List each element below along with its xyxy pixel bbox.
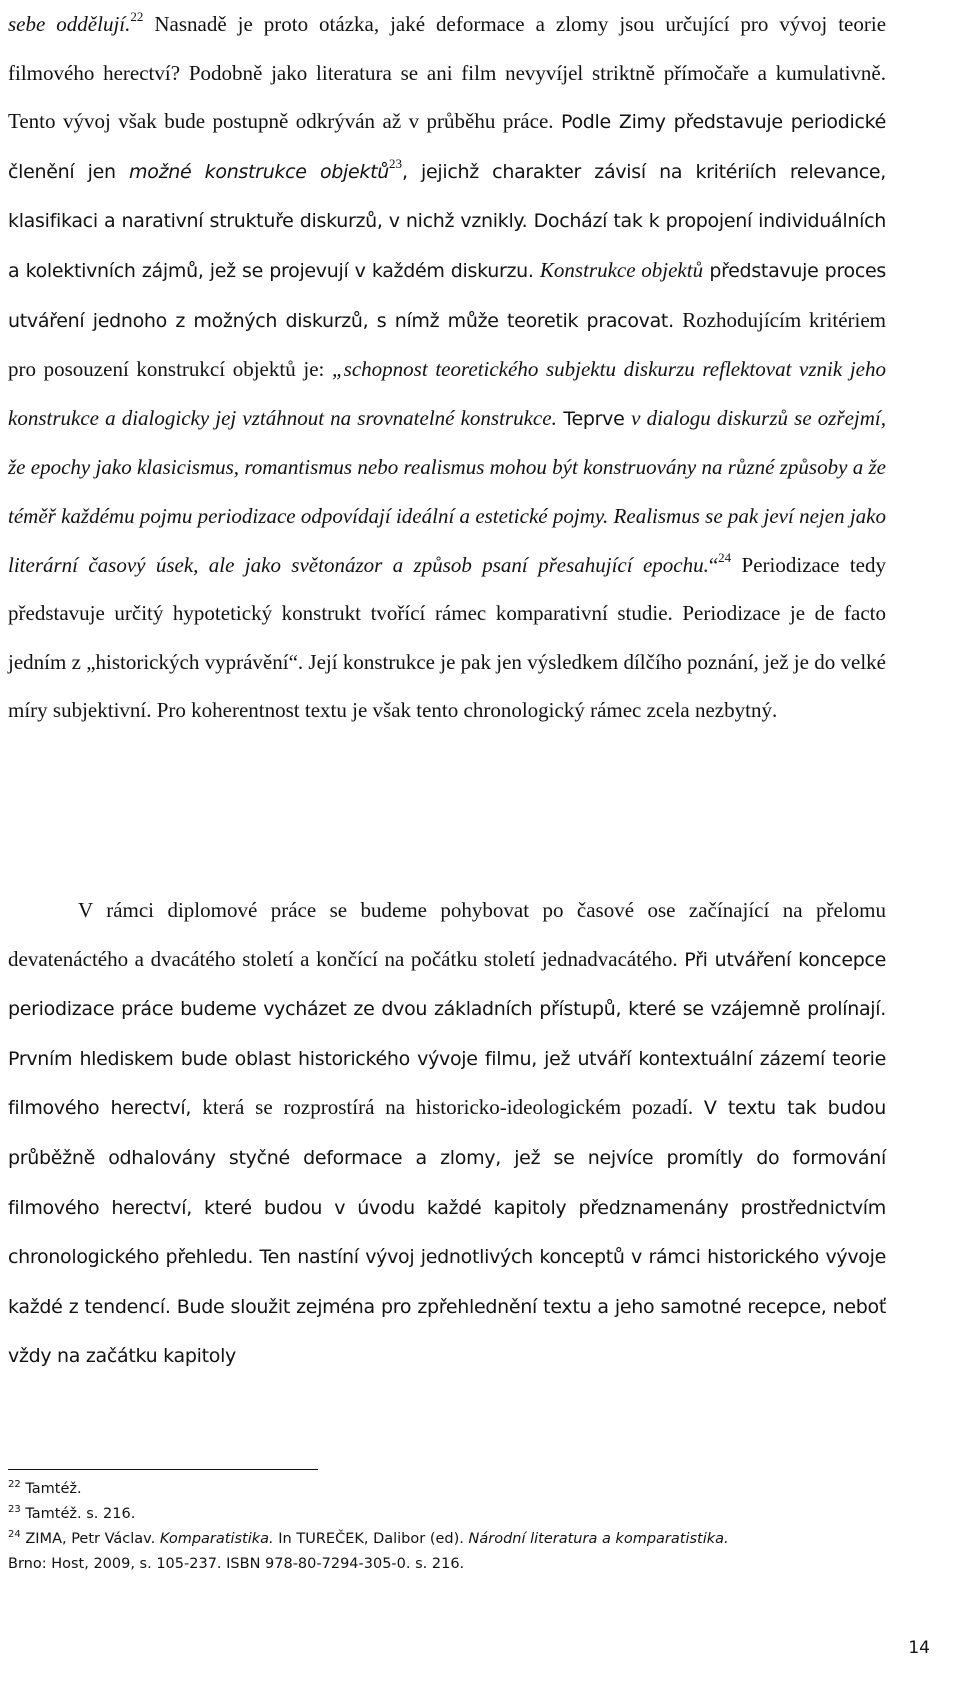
footnote-text: Tamtéž.: [25, 1481, 82, 1497]
quotation: „schopnost teoretického subjektu diskurzu reflektovat vznik jeho konstrukce a dialogicky jej vztáhnout na srovnatelné konstrukce.: [8, 357, 887, 430]
footnote-23: [8, 1502, 908, 1527]
text-span: Nasnadě je proto otázka, jaké deformace a zlomy jsou určující pro vývoj teorie filmového herectví? Podobně jako literatura se ani film nevyvíjel striktně přímočaře a kumulativně. Tento vývoj však bude postupně odkrýván až v průběhu práce.: [8, 12, 887, 134]
footnote-title: Komparatistika.: [159, 1531, 274, 1547]
footnotes: [8, 1477, 908, 1577]
text-span-emphasis: Konstrukce objektů: [539, 257, 704, 282]
page-number: 14: [908, 1638, 930, 1658]
footnote-ref-23[interactable]: 23: [389, 155, 402, 171]
text-span: Rozhodujícím kritériem pro posouzení konstrukcí objektů je:: [8, 307, 887, 382]
text-span: která se rozprostírá na historicko-ideologickém pozadí.: [202, 1095, 704, 1120]
quote-close: “: [708, 552, 719, 577]
text-span-emphasis: možné konstrukce objektů: [129, 160, 389, 183]
footnote-ref-24[interactable]: 24: [718, 549, 732, 565]
footnote-24: [8, 1527, 908, 1577]
text-span: Při utváření koncepce periodizace práce budeme vycházet ze dvou základních přístupů, které se vzájemně prolínají. Prvním hlediskem bude oblast historického vývoje filmu, jež utváří kontextuální zázemí teorie filmového herectví,: [8, 948, 887, 1120]
text-span: V textu tak budou průběžně odhalovány styčné deformace a zlomy, jež se nejvíce promítly do formování filmového herectví, které budou v úvodu každé kapitoly předznamenány prostřednictvím chronologického přehledu. Ten nastíní vývoj jednotlivých konceptů v rámci historického vývoje každé z tendencí. Bude sloužit zejména pro zpřehlednění textu a jeho samotné recepce, neboť vždy na začátku kapitoly: [8, 1097, 886, 1368]
footnote-text: Tamtéž. s. 216.: [25, 1506, 136, 1522]
footnote-number: 22: [8, 1479, 21, 1490]
footnote-text: Brno: Host, 2009, s. 105-237. ISBN 978-80-7294-305-0. s. 216.: [8, 1556, 465, 1572]
text-span: Teprve: [556, 407, 632, 430]
footnote-number: 24: [8, 1529, 21, 1540]
text-span: V rámci diplomové práce se budeme pohybovat po časové ose začínající na přelomu devatenáctého a dvacátého století a končící na počátku století jednadvacátého.: [8, 898, 886, 971]
footnote-text: In TUREČEK, Dalibor (ed).: [273, 1531, 469, 1547]
footnote-title: Národní literatura a komparatistika.: [468, 1531, 729, 1547]
footnote-22: [8, 1477, 908, 1502]
footnote-text: ZIMA, Petr Václav.: [25, 1531, 160, 1547]
text-span: sebe oddělují.: [8, 12, 131, 36]
footnote-separator: [8, 1469, 318, 1470]
text-span: , jejichž charakter závisí na kritériích relevance, klasifikaci a narativní struktuře diskurzů, v nichž vznikly. Dochází tak k propojení individuálních a kolektivních zájmů, jež se projevují v každém diskurzu.: [8, 160, 886, 282]
quotation: v dialogu diskurzů se ozřejmí, že epochy jako klasicismus, romantismus nebo realismus mohou být konstruovány na různé způsoby a že téměř každému pojmu periodizace odpovídají ideální a estetické pojmy. Realismus se pak jeví nejen jako literární časový úsek, ale jako světonázor a způsob psaní přesahující epochu.: [8, 405, 887, 577]
text-span: představuje proces utváření jednoho z možných diskurzů, s nímž může teoretik pracovat.: [8, 259, 886, 332]
footnote-ref-22[interactable]: 22: [130, 9, 144, 24]
footnote-number: 23: [8, 1504, 21, 1515]
text-span: Podle Zimy představuje periodické členění jen: [8, 111, 887, 183]
paragraph-timeline: [8, 886, 886, 1381]
paragraph-periodization: [8, 0, 886, 735]
text-span: Periodizace tedy představuje určitý hypotetický konstrukt tvořící rámec komparativní studie. Periodizace je de facto jedním z „historických vyprávění“. Její konstrukce je pak jen výsledkem dílčího poznání, jež je do velké míry subjektivní. Pro koherentnost textu je však tento chronologický rámec zcela nezbytný.: [8, 552, 886, 723]
